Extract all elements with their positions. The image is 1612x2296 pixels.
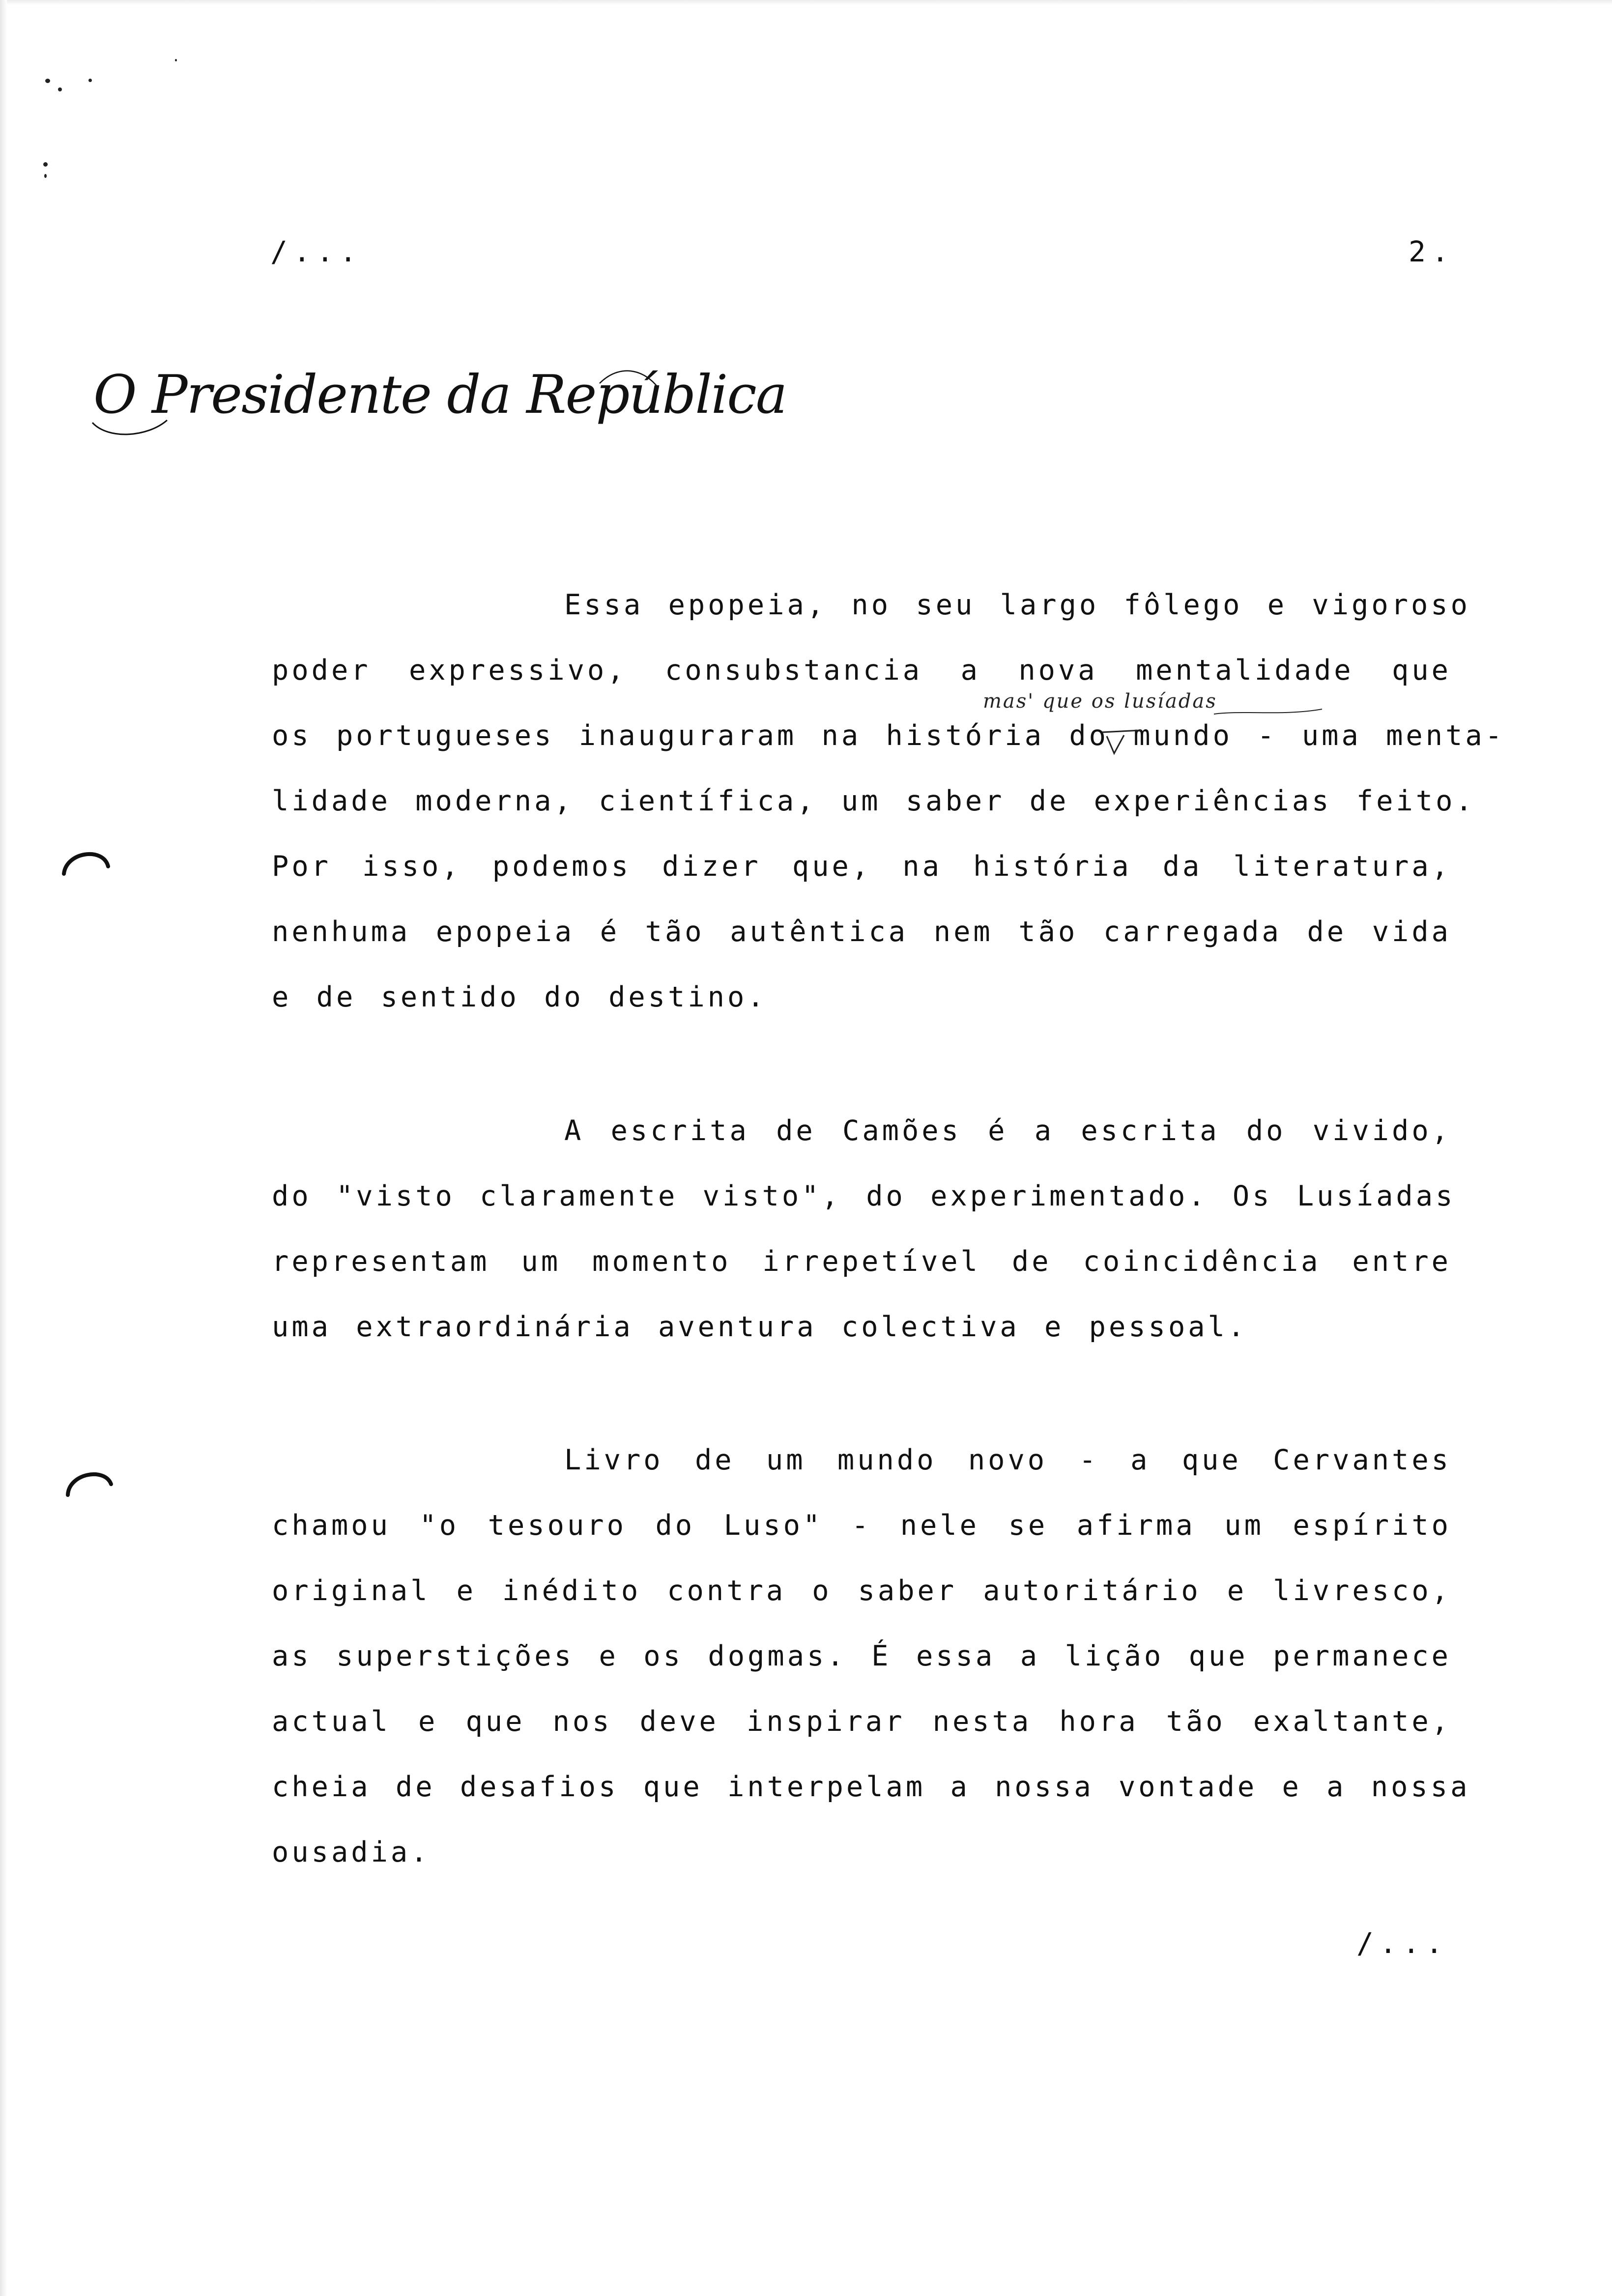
header-continuation-mark: /...: [270, 235, 363, 268]
svg-text:mas' que os lusíadas: mas' que os lusíadas: [983, 690, 1217, 713]
paragraph-line: ousadia.: [272, 1836, 431, 1868]
paragraph-line: e de sentido do destino.: [272, 981, 767, 1013]
footer-continuation-mark: /...: [1356, 1926, 1449, 1960]
paragraph-line: actual e que nos deve inspirar nesta hora tão exaltante,: [272, 1705, 1451, 1738]
scan-speck: [88, 79, 92, 82]
paragraph-line: poder expressivo, consubstancia a nova mentalidade que: [272, 654, 1451, 687]
paragraph-3: [272, 1428, 1470, 1885]
scan-top-edge: [0, 0, 1612, 5]
paragraph-line: as superstições e os dogmas. É essa a lição que permanece: [272, 1640, 1451, 1672]
scan-speck: [58, 87, 62, 91]
scan-speck: [43, 162, 48, 167]
paragraph-line: nenhuma epopeia é tão autêntica nem tão carregada de vida: [272, 916, 1451, 948]
paragraph-1: [272, 573, 1505, 1030]
paragraph-line: uma extraordinária aventura colectiva e pessoal.: [272, 1311, 1248, 1343]
paragraph-line: representam um momento irrepetível de coincidência entre: [272, 1245, 1451, 1278]
hole-punch-mark-icon: [59, 844, 113, 879]
paragraph-line: chamou "o tesouro do Luso" - nele se afirma um espírito: [272, 1509, 1451, 1542]
handwritten-annotation: [978, 681, 1352, 720]
insertion-mark-icon: [1097, 726, 1146, 756]
scan-left-edge: [0, 0, 7, 2296]
scan-speck: [45, 79, 50, 83]
paragraph-line: lidade moderna, científica, um saber de experiências feito.: [272, 785, 1475, 817]
paragraph-line: do "visto claramente visto", do experimentado. Os Lusíadas: [272, 1180, 1456, 1212]
paragraph-line: cheia de desafios que interpelam a nossa vontade e a nossa: [272, 1771, 1470, 1803]
paragraph-line: Livro de um mundo novo - a que Cervantes: [564, 1444, 1451, 1476]
hole-punch-mark-icon: [63, 1464, 117, 1499]
scan-speck: [44, 174, 47, 178]
paragraph-line: Essa epopeia, no seu largo fôlego e vigoroso: [564, 589, 1470, 621]
paragraph-line: A escrita de Camões é a escrita do vivido,: [564, 1115, 1451, 1147]
paragraph-line: os portugueses inauguraram na história do mundo - uma menta-: [272, 719, 1505, 752]
letterhead-logo: [88, 354, 787, 447]
paragraph-line: original e inédito contra o saber autoritário e livresco,: [272, 1575, 1451, 1607]
svg-text:O Presidente da República: O Presidente da República: [93, 364, 787, 426]
scan-speck: [175, 59, 177, 61]
page-number: 2.: [1409, 235, 1455, 268]
paragraph-line: Por isso, podemos dizer que, na história da literatura,: [272, 850, 1451, 883]
paragraph-2: [272, 1098, 1456, 1360]
